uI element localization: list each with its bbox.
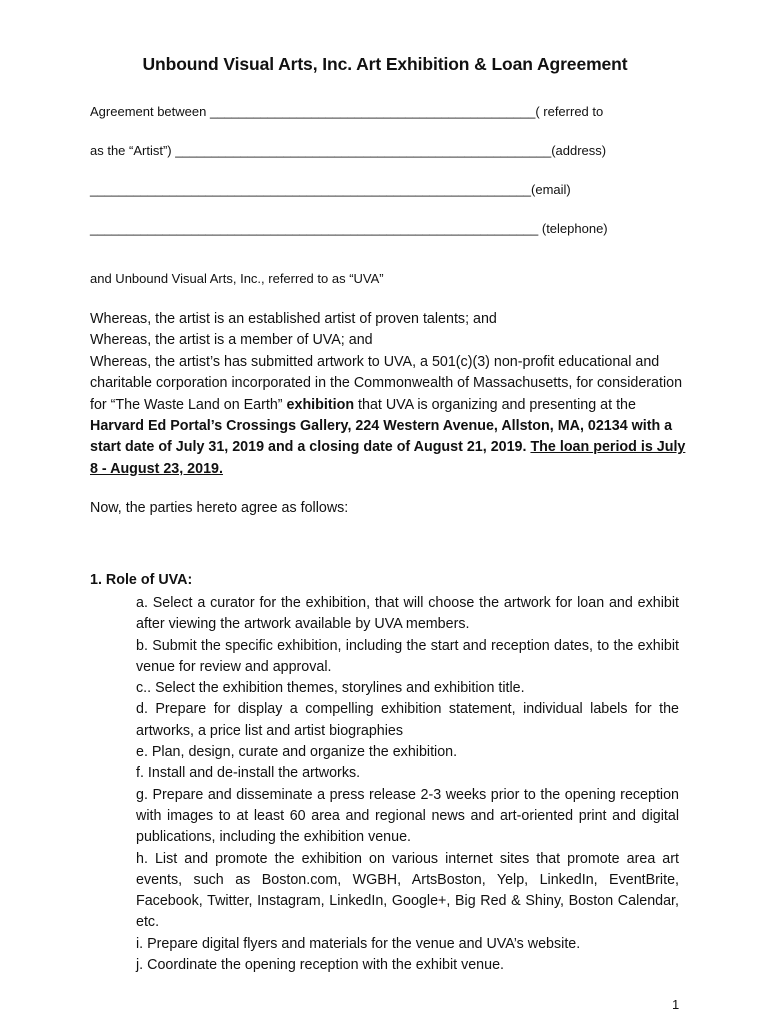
whereas-text: Whereas, the artist’s has submitted artwork to UVA, a 501(c)(3) non-profit educational and charitable corporation incorporated in the Commonwealth of Massachusetts, for consideration for “The Waste Land on Earth” [90,353,683,413]
list-item: j. Coordinate the opening reception with the exhibit venue. [136,957,504,974]
whereas-clause-3 [90,352,690,480]
list-item: b. Submit the specific exhibition, including the start and reception dates, to the exhibit venue for review and approval. [136,637,679,675]
telephone-line: ______________________________________________________________ (telephone) [90,221,608,236]
list-item: c.. Select the exhibition themes, storylines and exhibition title. [136,680,525,697]
uva-reference-line: and Unbound Visual Arts, Inc., referred to as “UVA” [90,271,384,286]
agreement-intro-line: Now, the parties hereto agree as follows: [90,500,349,516]
section-1-heading: 1. Role of UVA: [90,572,193,588]
list-item: f. Install and de-install the artworks. [136,765,361,782]
address-line: as the “Artist”) ____________________________________________________(address) [90,143,607,158]
exhibition-bold: exhibition [286,396,355,413]
list-item: d. Prepare for display a compelling exhibition statement, individual labels for the artworks, a price list and artist biographies [136,701,679,739]
whereas-clause-1: Whereas, the artist is an established artist of proven talents; and [90,311,497,327]
list-item: e. Plan, design, curate and organize the exhibition. [136,744,458,761]
list-item: i. Prepare digital flyers and materials for the venue and UVA’s website. [136,935,581,952]
whereas-text: that UVA is organizing and presenting at the [354,396,636,413]
email-line: _____________________________________________________________(email) [90,182,571,197]
agreement-between-line: Agreement between _____________________________________________( referred to [90,104,604,119]
venue-and-dates-bold: Harvard Ed Portal’s Crossings Gallery, 224 Western Avenue, Allston, MA, 02134 with a start date of July 31, 2019 and a closing date of August 21, 2019. [90,418,673,456]
section-1-items [136,593,679,976]
list-item: g. Prepare and disseminate a press release 2-3 weeks prior to the opening reception with images to at least 60 area and regional news and art-oriented print and digital publications, including the exhibition venue. [136,786,679,846]
loan-period-underlined: The loan period is July 8 - August 23, 2019. [90,439,686,477]
whereas-clauses [90,309,690,480]
list-item: a. Select a curator for the exhibition, that will choose the artwork for loan and exhibit after viewing the artwork available by UVA members. [136,595,679,633]
whereas-clause-2: Whereas, the artist is a member of UVA; and [90,332,373,349]
list-item: h. List and promote the exhibition on various internet sites that promote area art events, such as Boston.com, WGBH, ArtsBoston, Yelp, LinkedIn, EventBrite, Facebook, Twitter, Instagram, LinkedIn, Google+, Big Red & Shiny, Boston Calendar, etc. [136,850,679,931]
page-number: 1 [672,997,680,1012]
document-title: Unbound Visual Arts, Inc. Art Exhibition & Loan Agreement [142,54,628,74]
